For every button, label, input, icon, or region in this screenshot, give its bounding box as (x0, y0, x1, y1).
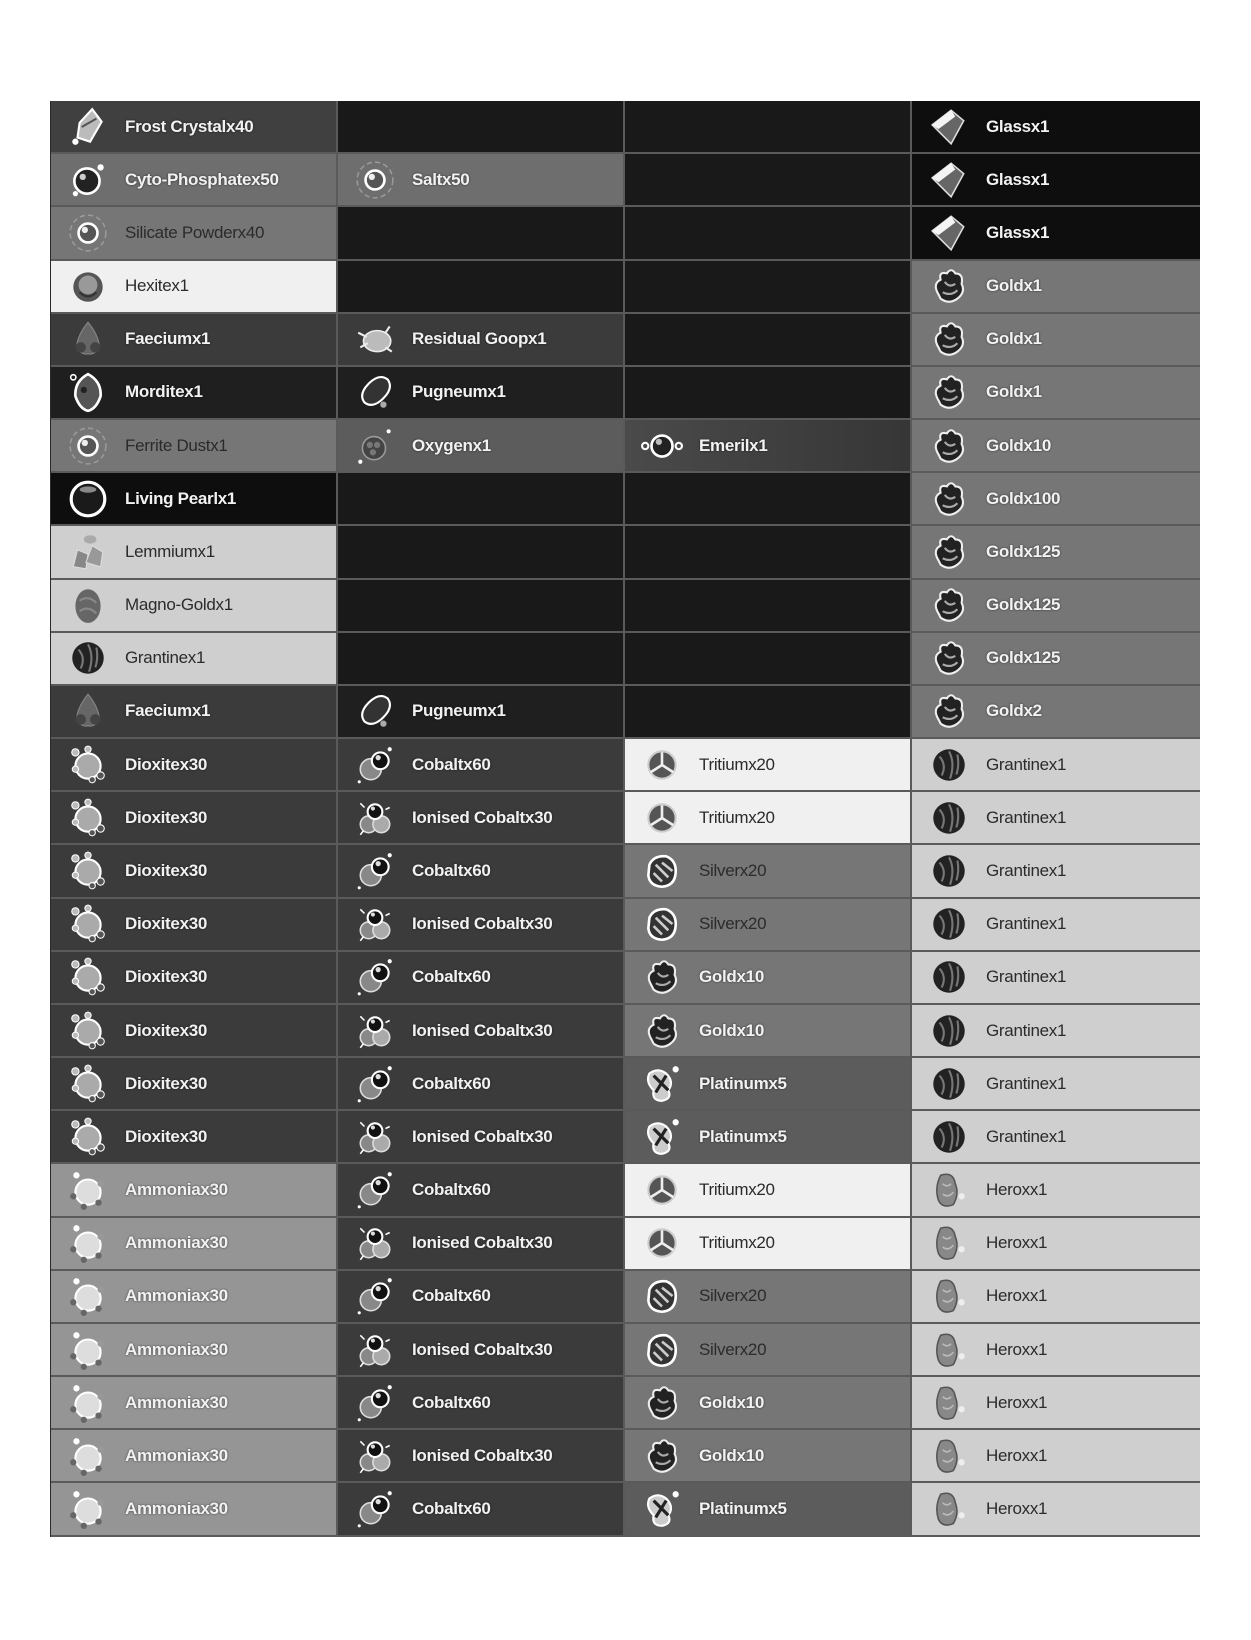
resource-slot[interactable] (51, 1058, 338, 1111)
silver-icon (639, 901, 685, 947)
resource-label: Goldx100 (986, 488, 1061, 508)
tritium-icon (639, 795, 685, 841)
glass-icon (926, 210, 972, 256)
grantine-icon (926, 1008, 972, 1054)
resource-label: Ammoniax30 (125, 1339, 228, 1359)
resource-slot[interactable] (338, 952, 625, 1005)
grantine-icon (926, 1061, 972, 1107)
resource-slot[interactable] (51, 526, 338, 579)
resource-label: Cyto-Phosphatex50 (125, 169, 279, 189)
resource-slot[interactable] (625, 1324, 912, 1377)
resource-slot[interactable] (51, 1005, 338, 1058)
empty-slot[interactable] (625, 686, 912, 739)
herox-icon (926, 1433, 972, 1479)
grantine-icon (926, 954, 972, 1000)
gold-icon (639, 1433, 685, 1479)
resource-slot[interactable] (625, 899, 912, 952)
resource-slot[interactable] (51, 1324, 338, 1377)
resource-slot[interactable] (51, 1164, 338, 1217)
empty-slot[interactable] (625, 314, 912, 367)
resource-slot[interactable] (912, 792, 1200, 845)
resource-label: Heroxx1 (986, 1286, 1048, 1306)
gold-icon (926, 476, 972, 522)
resource-slot[interactable] (338, 420, 625, 473)
dioxite-icon (65, 1061, 111, 1107)
herox-icon (926, 1167, 972, 1213)
dioxite-icon (65, 954, 111, 1000)
empty-slot[interactable] (625, 261, 912, 314)
gold-icon (926, 423, 972, 469)
magno-gold-icon (65, 582, 111, 628)
silver-icon (639, 848, 685, 894)
resource-label: Tritiumx20 (699, 1180, 775, 1200)
dioxite-icon (65, 1008, 111, 1054)
resource-slot[interactable] (51, 207, 338, 260)
gold-icon (639, 1008, 685, 1054)
resource-label: Ionised Cobaltx30 (412, 1445, 553, 1465)
resource-slot[interactable] (338, 686, 625, 739)
faecium-icon (65, 316, 111, 362)
resource-label: Dioxitex30 (125, 967, 208, 987)
resource-slot[interactable] (338, 1271, 625, 1324)
resource-label: Platinumx5 (699, 1499, 787, 1519)
empty-slot[interactable] (338, 473, 625, 526)
resource-label: Tritiumx20 (699, 754, 775, 774)
resource-slot[interactable] (51, 952, 338, 1005)
resource-label: Cobaltx60 (412, 1499, 491, 1519)
resource-slot[interactable] (338, 845, 625, 898)
resource-slot[interactable] (51, 1483, 338, 1536)
resource-slot[interactable] (625, 420, 912, 473)
ammonia-icon (65, 1327, 111, 1373)
resource-slot[interactable] (625, 739, 912, 792)
resource-slot[interactable] (51, 1111, 338, 1164)
resource-label: Grantinex1 (986, 1073, 1067, 1093)
resource-label: Ammoniax30 (125, 1499, 228, 1519)
glass-icon (926, 157, 972, 203)
resource-slot[interactable] (912, 739, 1200, 792)
resource-label: Cobaltx60 (412, 1073, 491, 1093)
resource-slot[interactable] (625, 1430, 912, 1483)
resource-label: Dioxitex30 (125, 1126, 208, 1146)
resource-label: Emerilx1 (699, 435, 768, 455)
resource-slot[interactable] (338, 1058, 625, 1111)
resource-label: Dioxitex30 (125, 914, 208, 934)
resource-label: Dioxitex30 (125, 754, 208, 774)
resource-slot[interactable] (51, 633, 338, 686)
resource-label: Goldx125 (986, 648, 1061, 668)
resource-slot[interactable] (51, 899, 338, 952)
resource-slot[interactable] (912, 1164, 1200, 1217)
ionised-cobalt-icon (352, 1114, 398, 1160)
resource-slot[interactable] (51, 1377, 338, 1430)
resource-label: Silverx20 (699, 914, 767, 934)
resource-slot[interactable] (625, 1058, 912, 1111)
silver-icon (639, 1273, 685, 1319)
silver-icon (639, 1327, 685, 1373)
gold-icon (926, 263, 972, 309)
resource-slot[interactable] (912, 154, 1200, 207)
resource-label: Goldx10 (699, 1020, 764, 1040)
ionised-cobalt-icon (352, 901, 398, 947)
resource-label: Ionised Cobaltx30 (412, 807, 553, 827)
resource-slot[interactable] (912, 1430, 1200, 1483)
herox-icon (926, 1327, 972, 1373)
resource-slot[interactable] (338, 1377, 625, 1430)
emeril-icon (639, 423, 685, 469)
resource-label: Faeciumx1 (125, 701, 211, 721)
herox-icon (926, 1220, 972, 1266)
empty-slot[interactable] (625, 367, 912, 420)
resource-label: Glassx1 (986, 222, 1050, 242)
resource-label: Living Pearlx1 (125, 488, 237, 508)
ionised-cobalt-icon (352, 795, 398, 841)
mordite-icon (65, 369, 111, 415)
platinum-icon (639, 1114, 685, 1160)
resource-slot[interactable] (338, 1218, 625, 1271)
platinum-icon (639, 1486, 685, 1532)
herox-icon (926, 1486, 972, 1532)
resource-slot[interactable] (51, 367, 338, 420)
resource-slot[interactable] (338, 1164, 625, 1217)
ionised-cobalt-icon (352, 1008, 398, 1054)
glass-icon (926, 104, 972, 150)
resource-slot[interactable] (912, 1111, 1200, 1164)
resource-label: Platinumx5 (699, 1073, 787, 1093)
resource-slot[interactable] (51, 1430, 338, 1483)
resource-slot[interactable] (51, 1271, 338, 1324)
resource-slot[interactable] (912, 420, 1200, 473)
resource-label: Grantinex1 (125, 648, 206, 668)
resource-label: Dioxitex30 (125, 807, 208, 827)
resource-label: Heroxx1 (986, 1445, 1048, 1465)
resource-slot[interactable] (51, 686, 338, 739)
ammonia-icon (65, 1220, 111, 1266)
resource-label: Ionised Cobaltx30 (412, 1126, 553, 1146)
empty-slot[interactable] (625, 101, 912, 154)
empty-slot[interactable] (338, 580, 625, 633)
resource-label: Dioxitex30 (125, 1020, 208, 1040)
resource-label: Silverx20 (699, 860, 767, 880)
gold-icon (926, 369, 972, 415)
cobalt-icon (352, 848, 398, 894)
empty-slot[interactable] (338, 207, 625, 260)
gold-icon (926, 316, 972, 362)
resource-label: Silverx20 (699, 1286, 767, 1306)
cobalt-icon (352, 1061, 398, 1107)
resource-label: Goldx125 (986, 541, 1061, 561)
resource-label: Cobaltx60 (412, 1286, 491, 1306)
resource-label: Grantinex1 (986, 1126, 1067, 1146)
resource-label: Grantinex1 (986, 967, 1067, 987)
resource-label: Ferrite Dustx1 (125, 435, 228, 455)
resource-label: Ionised Cobaltx30 (412, 1020, 553, 1040)
dioxite-icon (65, 848, 111, 894)
empty-slot[interactable] (625, 207, 912, 260)
lemmium-icon (65, 529, 111, 575)
salt-icon (352, 157, 398, 203)
ammonia-icon (65, 1380, 111, 1426)
resource-slot[interactable] (338, 1324, 625, 1377)
resource-label: Ionised Cobaltx30 (412, 914, 553, 934)
cobalt-icon (352, 1167, 398, 1213)
resource-label: Silverx20 (699, 1339, 767, 1359)
resource-label: Cobaltx60 (412, 967, 491, 987)
cobalt-icon (352, 1380, 398, 1426)
resource-grid (50, 101, 1200, 1537)
resource-slot[interactable] (912, 1058, 1200, 1111)
resource-slot[interactable] (51, 739, 338, 792)
resource-label: Ammoniax30 (125, 1286, 228, 1306)
resource-label: Tritiumx20 (699, 1233, 775, 1253)
resource-slot[interactable] (338, 1111, 625, 1164)
ammonia-icon (65, 1273, 111, 1319)
gold-icon (926, 635, 972, 681)
dioxite-icon (65, 795, 111, 841)
ionised-cobalt-icon (352, 1220, 398, 1266)
resource-label: Hexitex1 (125, 276, 189, 296)
resource-label: Pugneumx1 (412, 382, 506, 402)
grantine-icon (926, 742, 972, 788)
resource-slot[interactable] (912, 1271, 1200, 1324)
gold-icon (926, 529, 972, 575)
empty-slot[interactable] (338, 526, 625, 579)
tritium-icon (639, 1167, 685, 1213)
resource-slot[interactable] (51, 1218, 338, 1271)
dioxite-icon (65, 1114, 111, 1160)
resource-slot[interactable] (338, 314, 625, 367)
platinum-icon (639, 1061, 685, 1107)
resource-slot[interactable] (338, 1430, 625, 1483)
resource-label: Cobaltx60 (412, 1392, 491, 1412)
resource-slot[interactable] (338, 739, 625, 792)
resource-label: Silicate Powderx40 (125, 222, 265, 242)
resource-slot[interactable] (912, 1377, 1200, 1430)
frost-crystal-icon (65, 104, 111, 150)
resource-slot[interactable] (912, 367, 1200, 420)
resource-slot[interactable] (51, 473, 338, 526)
resource-label: Glassx1 (986, 169, 1050, 189)
resource-label: Frost Crystalx40 (125, 116, 254, 136)
resource-label: Grantinex1 (986, 1020, 1067, 1040)
resource-slot[interactable] (912, 686, 1200, 739)
resource-label: Heroxx1 (986, 1499, 1048, 1519)
resource-label: Goldx10 (699, 1445, 764, 1465)
resource-slot[interactable] (51, 261, 338, 314)
empty-slot[interactable] (625, 633, 912, 686)
resource-label: Faeciumx1 (125, 329, 211, 349)
resource-label: Goldx1 (986, 382, 1042, 402)
resource-label: Ionised Cobaltx30 (412, 1339, 553, 1359)
residual-goop-icon (352, 316, 398, 362)
resource-slot[interactable] (51, 845, 338, 898)
ammonia-icon (65, 1167, 111, 1213)
resource-label: Grantinex1 (986, 860, 1067, 880)
empty-slot[interactable] (338, 101, 625, 154)
resource-label: Dioxitex30 (125, 1073, 208, 1093)
pugneum-icon (352, 688, 398, 734)
resource-slot[interactable] (625, 1164, 912, 1217)
resource-slot[interactable] (625, 1483, 912, 1536)
cobalt-icon (352, 1486, 398, 1532)
resource-label: Goldx10 (699, 1392, 764, 1412)
resource-slot[interactable] (625, 792, 912, 845)
resource-label: Saltx50 (412, 169, 470, 189)
herox-icon (926, 1380, 972, 1426)
pugneum-icon (352, 369, 398, 415)
resource-label: Cobaltx60 (412, 1180, 491, 1200)
resource-slot[interactable] (625, 845, 912, 898)
resource-slot[interactable] (338, 1005, 625, 1058)
resource-slot[interactable] (338, 899, 625, 952)
resource-slot[interactable] (912, 952, 1200, 1005)
empty-slot[interactable] (338, 633, 625, 686)
resource-slot[interactable] (912, 526, 1200, 579)
resource-label: Magno-Goldx1 (125, 595, 233, 615)
grantine-icon (65, 635, 111, 681)
resource-slot[interactable] (625, 952, 912, 1005)
resource-slot[interactable] (912, 1218, 1200, 1271)
grantine-icon (926, 1114, 972, 1160)
resource-label: Goldx125 (986, 595, 1061, 615)
resource-label: Grantinex1 (986, 754, 1067, 774)
empty-slot[interactable] (338, 261, 625, 314)
resource-label: Heroxx1 (986, 1180, 1048, 1200)
herox-icon (926, 1273, 972, 1319)
resource-label: Ammoniax30 (125, 1233, 228, 1253)
resource-slot[interactable] (912, 580, 1200, 633)
resource-slot[interactable] (625, 1271, 912, 1324)
resource-slot[interactable] (51, 420, 338, 473)
resource-label: Goldx10 (986, 435, 1051, 455)
resource-slot[interactable] (912, 899, 1200, 952)
tritium-icon (639, 742, 685, 788)
gold-icon (926, 582, 972, 628)
resource-label: Heroxx1 (986, 1392, 1048, 1412)
gold-icon (926, 688, 972, 734)
resource-slot[interactable] (912, 1005, 1200, 1058)
resource-label: Cobaltx60 (412, 860, 491, 880)
gold-icon (639, 954, 685, 1000)
resource-slot[interactable] (625, 1218, 912, 1271)
grantine-icon (926, 795, 972, 841)
resource-slot[interactable] (912, 473, 1200, 526)
resource-label: Ammoniax30 (125, 1392, 228, 1412)
resource-slot[interactable] (51, 580, 338, 633)
resource-slot[interactable] (912, 101, 1200, 154)
resource-slot[interactable] (912, 261, 1200, 314)
living-pearl-icon (65, 476, 111, 522)
resource-slot[interactable] (338, 792, 625, 845)
ammonia-icon (65, 1486, 111, 1532)
resource-label: Ammoniax30 (125, 1445, 228, 1465)
resource-slot[interactable] (51, 792, 338, 845)
ammonia-icon (65, 1433, 111, 1479)
resource-label: Oxygenx1 (412, 435, 491, 455)
resource-slot[interactable] (338, 1483, 625, 1536)
grantine-icon (926, 901, 972, 947)
empty-slot[interactable] (625, 526, 912, 579)
resource-slot[interactable] (51, 101, 338, 154)
resource-label: Tritiumx20 (699, 807, 775, 827)
resource-slot[interactable] (625, 1005, 912, 1058)
resource-slot[interactable] (625, 1111, 912, 1164)
ionised-cobalt-icon (352, 1433, 398, 1479)
resource-label: Goldx1 (986, 276, 1042, 296)
resource-label: Heroxx1 (986, 1339, 1048, 1359)
ionised-cobalt-icon (352, 1327, 398, 1373)
resource-label: Goldx1 (986, 329, 1042, 349)
resource-slot[interactable] (51, 154, 338, 207)
resource-label: Ionised Cobaltx30 (412, 1233, 553, 1253)
resource-slot[interactable] (51, 314, 338, 367)
resource-label: Residual Goopx1 (412, 329, 547, 349)
resource-label: Dioxitex30 (125, 860, 208, 880)
resource-slot[interactable] (912, 845, 1200, 898)
resource-label: Ammoniax30 (125, 1180, 228, 1200)
empty-slot[interactable] (625, 580, 912, 633)
resource-slot[interactable] (338, 367, 625, 420)
oxygen-icon (352, 423, 398, 469)
resource-slot[interactable] (912, 1324, 1200, 1377)
resource-label: Platinumx5 (699, 1126, 787, 1146)
hexite-icon (65, 263, 111, 309)
empty-slot[interactable] (625, 154, 912, 207)
dioxite-icon (65, 742, 111, 788)
resource-label: Grantinex1 (986, 914, 1067, 934)
resource-slot[interactable] (912, 1483, 1200, 1536)
cobalt-icon (352, 1273, 398, 1319)
resource-label: Goldx2 (986, 701, 1042, 721)
gold-icon (639, 1380, 685, 1426)
resource-label: Glassx1 (986, 116, 1050, 136)
cobalt-icon (352, 954, 398, 1000)
resource-label: Lemmiumx1 (125, 541, 215, 561)
resource-slot[interactable] (912, 633, 1200, 686)
dioxite-icon (65, 901, 111, 947)
resource-label: Heroxx1 (986, 1233, 1048, 1253)
silicate-powder-icon (65, 210, 111, 256)
ferrite-dust-icon (65, 423, 111, 469)
resource-slot[interactable] (338, 154, 625, 207)
resource-label: Grantinex1 (986, 807, 1067, 827)
resource-slot[interactable] (912, 314, 1200, 367)
empty-slot[interactable] (625, 473, 912, 526)
resource-slot[interactable] (912, 207, 1200, 260)
tritium-icon (639, 1220, 685, 1266)
resource-slot[interactable] (625, 1377, 912, 1430)
grantine-icon (926, 848, 972, 894)
resource-label: Cobaltx60 (412, 754, 491, 774)
faecium-icon (65, 688, 111, 734)
resource-label: Morditex1 (125, 382, 203, 402)
resource-label: Pugneumx1 (412, 701, 506, 721)
resource-label: Goldx10 (699, 967, 764, 987)
cyto-phosphate-icon (65, 157, 111, 203)
cobalt-icon (352, 742, 398, 788)
